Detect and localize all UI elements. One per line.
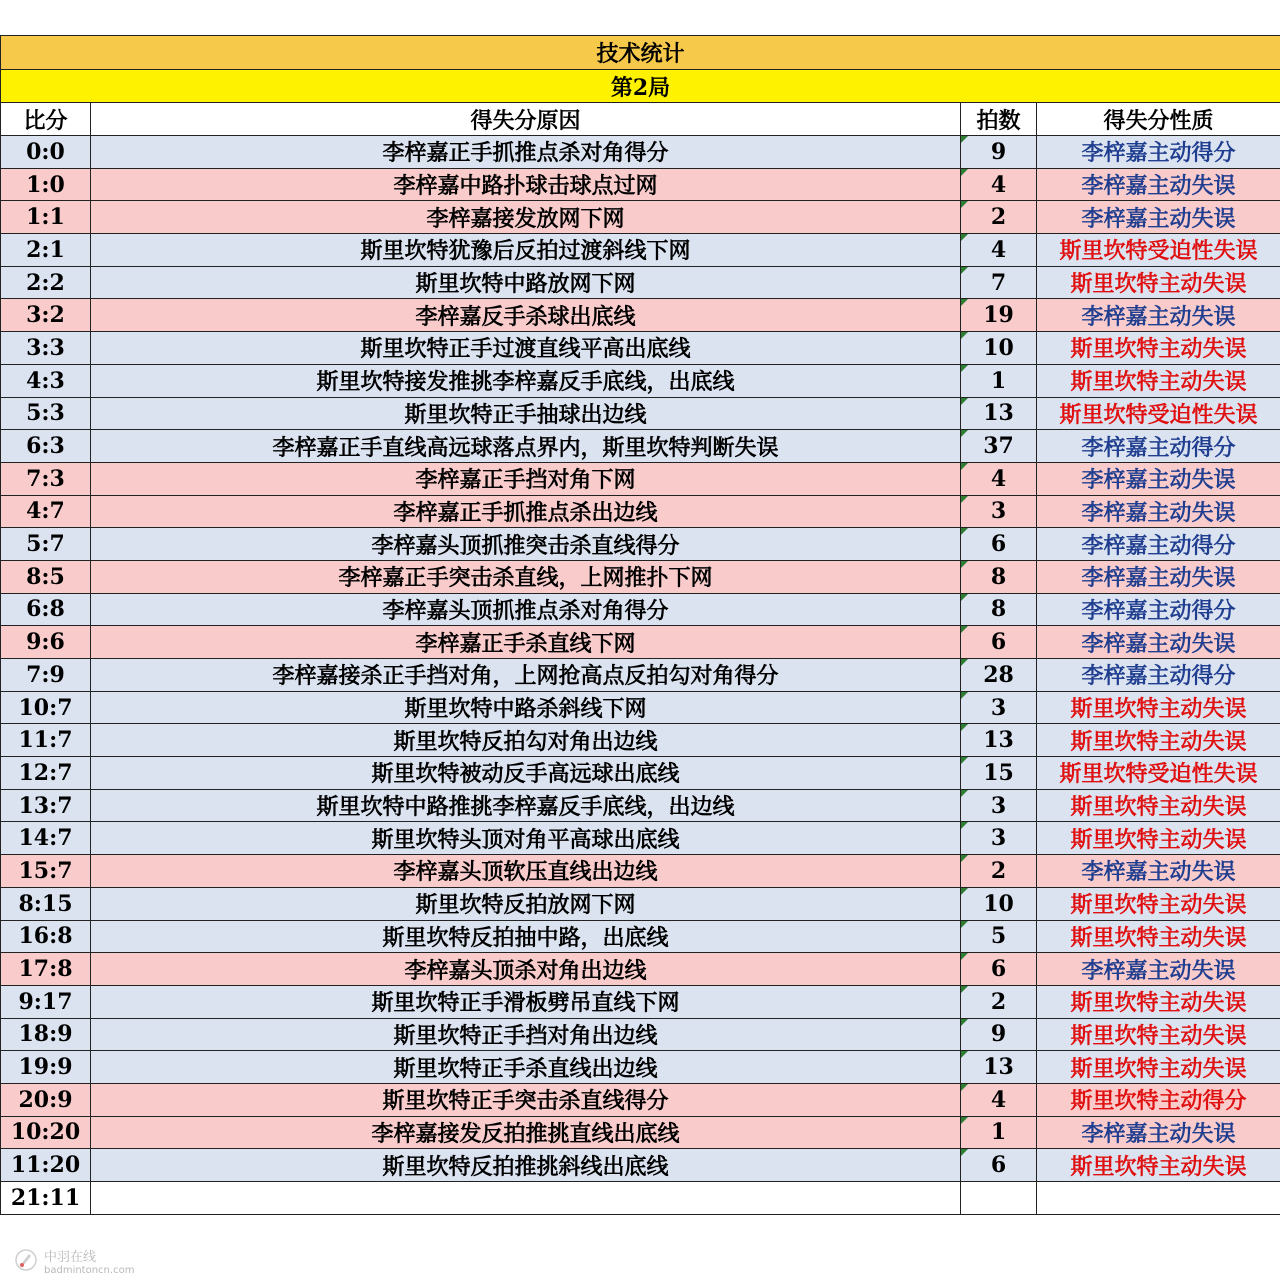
- table-row: [1, 822, 1280, 855]
- table-row: [1, 757, 1280, 790]
- rally-cell: 3: [961, 495, 1037, 528]
- reason-cell: 李梓嘉接发反拍推挑直线出底线: [91, 1116, 961, 1149]
- watermark-name: 中羽在线: [44, 1250, 97, 1265]
- reason-cell: 斯里坎特反拍抽中路，出底线: [91, 920, 961, 953]
- score-cell: 3:2: [1, 299, 91, 332]
- table-row: [1, 887, 1280, 920]
- score-cell: 5:7: [1, 528, 91, 561]
- score-cell: 11:20: [1, 1149, 91, 1182]
- table-row: [1, 789, 1280, 822]
- reason-cell: 李梓嘉头顶杀对角出边线: [91, 953, 961, 986]
- table-row: [1, 364, 1280, 397]
- nature-cell: 斯里坎特主动失误: [1037, 332, 1280, 365]
- reason-cell: 斯里坎特反拍推挑斜线出底线: [91, 1149, 961, 1182]
- rally-cell: 13: [961, 1051, 1037, 1084]
- reason-cell: 李梓嘉头顶抓推点杀对角得分: [91, 593, 961, 626]
- rally-cell: 15: [961, 757, 1037, 790]
- rally-cell: 3: [961, 822, 1037, 855]
- rally-cell: 2: [961, 201, 1037, 234]
- rally-cell: 5: [961, 920, 1037, 953]
- nature-cell: 斯里坎特主动失误: [1037, 920, 1280, 953]
- score-cell: 6:3: [1, 430, 91, 463]
- rally-cell: 2: [961, 985, 1037, 1018]
- score-cell: 4:7: [1, 495, 91, 528]
- score-cell: 5:3: [1, 397, 91, 430]
- nature-cell: 斯里坎特主动失误: [1037, 822, 1280, 855]
- score-cell: 1:0: [1, 168, 91, 201]
- nature-cell: 斯里坎特受迫性失误: [1037, 397, 1280, 430]
- rally-cell: 3: [961, 789, 1037, 822]
- rally-cell: 6: [961, 953, 1037, 986]
- score-cell: 11:7: [1, 724, 91, 757]
- table-row: [1, 168, 1280, 201]
- reason-cell: 斯里坎特正手抽球出边线: [91, 397, 961, 430]
- header-row: [1, 103, 1280, 136]
- score-cell: 2:2: [1, 266, 91, 299]
- nature-cell: 斯里坎特主动失误: [1037, 985, 1280, 1018]
- nature-cell: 李梓嘉主动失误: [1037, 299, 1280, 332]
- score-cell: 10:20: [1, 1116, 91, 1149]
- reason-cell: 李梓嘉正手抓推点杀出边线: [91, 495, 961, 528]
- subtitle-row: [1, 70, 1280, 103]
- rally-cell: 1: [961, 364, 1037, 397]
- reason-cell: 斯里坎特反拍勾对角出边线: [91, 724, 961, 757]
- rally-cell: 4: [961, 234, 1037, 267]
- score-cell: 9:6: [1, 626, 91, 659]
- reason-cell: 斯里坎特中路杀斜线下网: [91, 691, 961, 724]
- score-cell: 2:1: [1, 234, 91, 267]
- reason-cell: 斯里坎特中路推挑李梓嘉反手底线，出边线: [91, 789, 961, 822]
- table-row: [1, 626, 1280, 659]
- table-row: [1, 920, 1280, 953]
- nature-cell: 斯里坎特主动失误: [1037, 789, 1280, 822]
- table-row: [1, 495, 1280, 528]
- reason-cell: 斯里坎特犹豫后反拍过渡斜线下网: [91, 234, 961, 267]
- reason-cell: 李梓嘉正手杀直线下网: [91, 626, 961, 659]
- rally-cell: 9: [961, 136, 1037, 169]
- table-row: [1, 560, 1280, 593]
- rally-cell: 13: [961, 397, 1037, 430]
- score-cell: 8:15: [1, 887, 91, 920]
- header-rally: 拍数: [961, 103, 1037, 136]
- table-row: [1, 266, 1280, 299]
- table-row: [1, 299, 1280, 332]
- shuttlecock-logo-icon: [14, 1248, 38, 1272]
- table-row: [1, 1182, 1280, 1215]
- rally-cell: 4: [961, 168, 1037, 201]
- nature-cell: 斯里坎特主动失误: [1037, 724, 1280, 757]
- nature-cell: 斯里坎特受迫性失误: [1037, 757, 1280, 790]
- reason-cell: 李梓嘉接杀正手挡对角，上网抢高点反拍勾对角得分: [91, 659, 961, 692]
- score-cell: 17:8: [1, 953, 91, 986]
- nature-cell: 李梓嘉主动失误: [1037, 201, 1280, 234]
- table-row: [1, 691, 1280, 724]
- rally-cell: 6: [961, 1149, 1037, 1182]
- table-row: [1, 528, 1280, 561]
- nature-cell: 斯里坎特主动失误: [1037, 1149, 1280, 1182]
- rally-cell: [961, 1182, 1037, 1215]
- table-row: [1, 659, 1280, 692]
- score-cell: 1:1: [1, 201, 91, 234]
- table-row: [1, 1051, 1280, 1084]
- score-cell: 6:8: [1, 593, 91, 626]
- nature-cell: 斯里坎特主动得分: [1037, 1083, 1280, 1116]
- nature-cell: 李梓嘉主动失误: [1037, 626, 1280, 659]
- game-label: 第2局: [1, 70, 1280, 103]
- reason-cell: 斯里坎特反拍放网下网: [91, 887, 961, 920]
- nature-cell: 李梓嘉主动失误: [1037, 855, 1280, 888]
- rally-cell: 19: [961, 299, 1037, 332]
- nature-cell: 李梓嘉主动失误: [1037, 168, 1280, 201]
- rally-cell: 37: [961, 430, 1037, 463]
- rally-cell: 3: [961, 691, 1037, 724]
- rally-cell: 8: [961, 593, 1037, 626]
- nature-cell: 斯里坎特主动失误: [1037, 1018, 1280, 1051]
- rally-cell: 6: [961, 528, 1037, 561]
- score-cell: 20:9: [1, 1083, 91, 1116]
- table-row: [1, 724, 1280, 757]
- table-row: [1, 1083, 1280, 1116]
- score-cell: 7:3: [1, 462, 91, 495]
- table-row: [1, 1149, 1280, 1182]
- table-row: [1, 855, 1280, 888]
- reason-cell: 斯里坎特中路放网下网: [91, 266, 961, 299]
- nature-cell: 李梓嘉主动失误: [1037, 560, 1280, 593]
- score-cell: 10:7: [1, 691, 91, 724]
- reason-cell: 李梓嘉中路扑球击球点过网: [91, 168, 961, 201]
- nature-cell: 李梓嘉主动失误: [1037, 1116, 1280, 1149]
- nature-cell: 斯里坎特主动失误: [1037, 887, 1280, 920]
- rally-cell: 6: [961, 626, 1037, 659]
- nature-cell: 斯里坎特主动失误: [1037, 364, 1280, 397]
- reason-cell: 斯里坎特头顶对角平高球出底线: [91, 822, 961, 855]
- header-reason: 得失分原因: [91, 103, 961, 136]
- score-cell: 21:11: [1, 1182, 91, 1215]
- table-row: [1, 332, 1280, 365]
- rally-cell: 1: [961, 1116, 1037, 1149]
- reason-cell: 李梓嘉头顶抓推突击杀直线得分: [91, 528, 961, 561]
- table-title: 技术统计: [1, 36, 1280, 70]
- reason-cell: 斯里坎特正手挡对角出边线: [91, 1018, 961, 1051]
- nature-cell: 斯里坎特主动失误: [1037, 1051, 1280, 1084]
- nature-cell: 斯里坎特受迫性失误: [1037, 234, 1280, 267]
- score-cell: 12:7: [1, 757, 91, 790]
- table-row: [1, 953, 1280, 986]
- score-cell: 7:9: [1, 659, 91, 692]
- score-cell: 3:3: [1, 332, 91, 365]
- nature-cell: 李梓嘉主动得分: [1037, 430, 1280, 463]
- rally-cell: 10: [961, 332, 1037, 365]
- header-nature: 得失分性质: [1037, 103, 1280, 136]
- score-cell: 16:8: [1, 920, 91, 953]
- table-row: [1, 136, 1280, 169]
- watermark: [14, 1246, 134, 1276]
- nature-cell: 李梓嘉主动得分: [1037, 659, 1280, 692]
- reason-cell: 斯里坎特正手过渡直线平高出底线: [91, 332, 961, 365]
- reason-cell: 斯里坎特正手滑板劈吊直线下网: [91, 985, 961, 1018]
- rally-cell: 13: [961, 724, 1037, 757]
- nature-cell: 斯里坎特主动失误: [1037, 266, 1280, 299]
- watermark-url: badmintoncn.com: [44, 1265, 135, 1276]
- rally-cell: 8: [961, 560, 1037, 593]
- reason-cell: 李梓嘉正手突击杀直线，上网推扑下网: [91, 560, 961, 593]
- table-row: [1, 593, 1280, 626]
- score-cell: 4:3: [1, 364, 91, 397]
- score-cell: 9:17: [1, 985, 91, 1018]
- nature-cell: 李梓嘉主动失误: [1037, 495, 1280, 528]
- rally-cell: 4: [961, 462, 1037, 495]
- table-row: [1, 201, 1280, 234]
- header-score: 比分: [1, 103, 91, 136]
- reason-cell: [91, 1182, 961, 1215]
- table-row: [1, 397, 1280, 430]
- rally-cell: 28: [961, 659, 1037, 692]
- rally-cell: 10: [961, 887, 1037, 920]
- table-row: [1, 462, 1280, 495]
- score-cell: 13:7: [1, 789, 91, 822]
- rally-cell: 7: [961, 266, 1037, 299]
- reason-cell: 李梓嘉正手挡对角下网: [91, 462, 961, 495]
- reason-cell: 李梓嘉正手直线高远球落点界内，斯里坎特判断失误: [91, 430, 961, 463]
- rally-cell: 2: [961, 855, 1037, 888]
- score-cell: 8:5: [1, 560, 91, 593]
- reason-cell: 斯里坎特接发推挑李梓嘉反手底线，出底线: [91, 364, 961, 397]
- table-row: [1, 234, 1280, 267]
- table-row: [1, 430, 1280, 463]
- score-cell: 18:9: [1, 1018, 91, 1051]
- rally-cell: 9: [961, 1018, 1037, 1051]
- nature-cell: 斯里坎特主动失误: [1037, 691, 1280, 724]
- reason-cell: 斯里坎特正手突击杀直线得分: [91, 1083, 961, 1116]
- score-cell: 0:0: [1, 136, 91, 169]
- nature-cell: 李梓嘉主动失误: [1037, 953, 1280, 986]
- reason-cell: 斯里坎特正手杀直线出边线: [91, 1051, 961, 1084]
- reason-cell: 李梓嘉接发放网下网: [91, 201, 961, 234]
- reason-cell: 李梓嘉正手抓推点杀对角得分: [91, 136, 961, 169]
- score-cell: 19:9: [1, 1051, 91, 1084]
- reason-cell: 李梓嘉头顶软压直线出边线: [91, 855, 961, 888]
- nature-cell: 李梓嘉主动得分: [1037, 528, 1280, 561]
- table-row: [1, 1116, 1280, 1149]
- nature-cell: [1037, 1182, 1280, 1215]
- nature-cell: 李梓嘉主动得分: [1037, 136, 1280, 169]
- nature-cell: 李梓嘉主动失误: [1037, 462, 1280, 495]
- title-row: [1, 36, 1280, 70]
- reason-cell: 斯里坎特被动反手高远球出底线: [91, 757, 961, 790]
- table-row: [1, 985, 1280, 1018]
- score-cell: 14:7: [1, 822, 91, 855]
- table-row: [1, 1018, 1280, 1051]
- score-cell: 15:7: [1, 855, 91, 888]
- rally-cell: 4: [961, 1083, 1037, 1116]
- nature-cell: 李梓嘉主动得分: [1037, 593, 1280, 626]
- stats-table: [0, 35, 1280, 1215]
- reason-cell: 李梓嘉反手杀球出底线: [91, 299, 961, 332]
